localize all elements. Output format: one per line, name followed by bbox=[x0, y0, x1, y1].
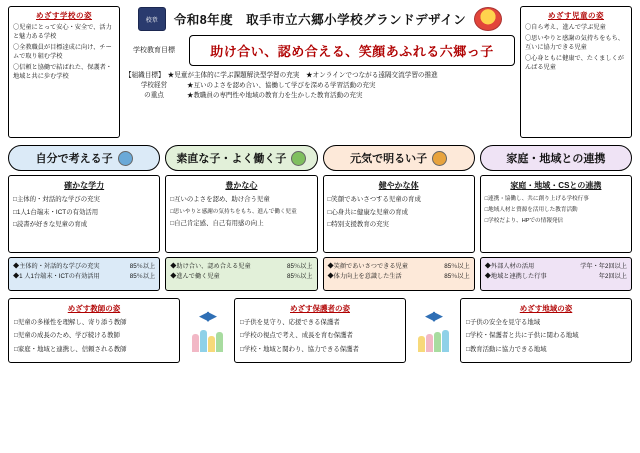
community-vision-box bbox=[460, 298, 632, 363]
student-vision-item: 〇自ら考え、進んで学ぶ児童 bbox=[525, 24, 606, 31]
guardian-vision-item: □子供を見守り、応援できる保護者 bbox=[240, 319, 340, 326]
school-vision-item: 〇信頼と協働で結ばれた、保護者・地域と共に歩む学校 bbox=[13, 63, 112, 80]
school-vision-item: 〇全教職員が目標達成に向け、チームで取り組む学校 bbox=[13, 43, 112, 60]
heart-box bbox=[165, 175, 317, 253]
target-value: 年2回以上 bbox=[598, 272, 627, 280]
teacher-vision-item: □家庭・地域と連携し、信頼される教師 bbox=[14, 345, 127, 353]
people-illustration-icon bbox=[192, 326, 223, 352]
target-text: ◆進んで働く児童 bbox=[170, 272, 220, 280]
guardian-vision-item: □学校の視点で考え、成長を育む保護者 bbox=[240, 332, 353, 340]
pillar-thinking bbox=[8, 145, 160, 171]
title-line bbox=[125, 6, 515, 32]
content-columns bbox=[8, 175, 632, 253]
academic-box bbox=[8, 175, 160, 253]
column-community bbox=[480, 175, 632, 253]
target-item bbox=[170, 262, 312, 272]
academic-targets bbox=[8, 257, 160, 291]
target-value: 85％以上 bbox=[444, 272, 470, 280]
pillar-header-row bbox=[8, 145, 632, 171]
community-box bbox=[480, 175, 632, 253]
management-focus-label-1: 学校経営 bbox=[140, 82, 168, 90]
target-value: 85％以上 bbox=[129, 272, 156, 280]
target-text: ◆外部人材の活用 bbox=[484, 263, 535, 270]
heart-item: □思いやりと感謝の気持ちをもち、進んで働く児童 bbox=[170, 208, 297, 215]
connector-left bbox=[184, 298, 230, 363]
target-text: ◆体力向上を意識した生活 bbox=[327, 272, 402, 280]
bottom-row bbox=[8, 298, 632, 363]
target-item bbox=[485, 262, 627, 272]
target-item bbox=[328, 272, 470, 282]
heart-targets bbox=[165, 257, 317, 291]
orange-circle-badge-icon bbox=[432, 151, 447, 166]
pillar-label: 素直な子・よく働く子 bbox=[176, 153, 287, 165]
page-title: 令和8年度 取手市立六郷小学校グランドデザイン bbox=[173, 13, 467, 27]
school-vision-item: 〇児童にとって安心・安全で、活力と魅力ある学校 bbox=[13, 24, 112, 40]
community-title: 家庭・地域・CSとの連携 bbox=[510, 181, 602, 190]
column-body bbox=[323, 175, 475, 253]
school-goal-box bbox=[189, 35, 515, 66]
school-vision-title: めざす学校の姿 bbox=[36, 11, 92, 20]
school-mascot-icon bbox=[474, 7, 502, 31]
target-value: 85％以上 bbox=[287, 272, 313, 280]
academic-title: 確かな学力 bbox=[64, 181, 105, 190]
community-vision-item: □教育活動に協力できる地域 bbox=[466, 345, 547, 353]
school-goal-row bbox=[125, 35, 515, 66]
teacher-vision-item: □児童の多様性を理解し、寄り添う教師 bbox=[14, 319, 127, 326]
guardian-vision-title: めざす保護者の姿 bbox=[290, 304, 350, 313]
teacher-vision-title: めざす教師の姿 bbox=[67, 304, 121, 313]
connector-right bbox=[410, 298, 456, 363]
organization-goal-first-line bbox=[125, 71, 515, 81]
academic-item: □読書が好きな児童の育成 bbox=[13, 221, 88, 229]
community-vision-item: □子供の安全を見守る地域 bbox=[466, 319, 541, 326]
teacher-vision-item: □児童の成長のため、学び続ける教師 bbox=[14, 332, 120, 340]
target-item bbox=[328, 262, 470, 272]
heart-item: □互いのよさを認め、助け合う児童 bbox=[170, 196, 270, 203]
pillar-label: 元気で明るい子 bbox=[350, 153, 428, 165]
community-vision-item: □学校・保護者と共に子供に関わる地域 bbox=[466, 332, 579, 340]
target-item bbox=[170, 272, 312, 282]
community-item: □学校だより、HPでの情報発信 bbox=[484, 218, 564, 225]
student-vision-item: 〇心身ともに健康で、たくましくがんばる児童 bbox=[525, 54, 624, 71]
guardian-vision-box bbox=[234, 298, 406, 363]
body-item: □心身共に健康な児童の育成 bbox=[327, 208, 409, 216]
school-vision-box bbox=[8, 6, 120, 138]
pillar-label: 自分で考える子 bbox=[35, 153, 113, 165]
organization-goal-label: 【組織目標】 bbox=[125, 72, 165, 79]
student-vision-box bbox=[520, 6, 632, 138]
student-vision-item: 〇思いやりと感謝の気持ちをもち、互いに協力できる児童 bbox=[525, 34, 624, 51]
management-focus-label-2: の重点 bbox=[144, 91, 164, 99]
management-focus-items bbox=[187, 81, 515, 101]
target-text: ◆助け合い、認め合える児童 bbox=[170, 263, 251, 270]
community-item: □地域人材と資源を活用した教育活動 bbox=[484, 207, 578, 214]
community-item: □連携・協働し、共に創り上げる学校行事 bbox=[484, 196, 589, 202]
people-illustration-icon bbox=[418, 326, 449, 352]
heart-title: 豊かな心 bbox=[225, 181, 258, 190]
academic-item: □主体的・対話的な学びの充実 bbox=[13, 196, 100, 203]
school-crest-icon: 校章 bbox=[138, 7, 166, 31]
column-heart bbox=[165, 175, 317, 253]
body-item: □笑顔であいさつする児童の育成 bbox=[327, 196, 421, 203]
target-item bbox=[13, 262, 155, 272]
target-text: ◆1 人1台端末・ICTの有効活用 bbox=[13, 272, 100, 280]
school-goal-label: 学校教育目標 bbox=[133, 46, 175, 54]
target-text: ◆主体的・対話的な学びの充実 bbox=[13, 263, 100, 270]
top-row bbox=[8, 6, 632, 138]
organization-goal-item: ★互いのよさを認め合い、協働して学びを深める学習活動の充実 bbox=[187, 81, 376, 89]
pillar-home-community bbox=[480, 145, 632, 171]
management-focus-label bbox=[125, 81, 183, 100]
target-row bbox=[8, 257, 632, 291]
body-box bbox=[323, 175, 475, 253]
body-title: 健やかな体 bbox=[378, 181, 419, 190]
pillar-label: 家庭・地域との連携 bbox=[506, 153, 606, 165]
blue-circle-badge-icon bbox=[118, 151, 133, 166]
target-value: 85％以上 bbox=[287, 263, 313, 270]
double-arrow-icon: ◀▶ bbox=[425, 308, 441, 324]
target-text: ◆地域と連携した行事 bbox=[484, 272, 547, 280]
column-academic bbox=[8, 175, 160, 253]
organization-goal-item: ★児童が主体的に学ぶ課題解決型学習の充実 ★オンラインでつながる遠隔交流学習の推進 bbox=[167, 72, 438, 79]
target-item bbox=[13, 272, 155, 282]
academic-item: □1人1台端末・ICTの有効活用 bbox=[13, 208, 99, 216]
pillar-healthy-cheerful bbox=[323, 145, 475, 171]
school-goal-text: 助け合い、認め合える、笑顔あふれる六郷っ子 bbox=[210, 44, 494, 59]
pillar-honest-hardworking bbox=[165, 145, 317, 171]
heart-item: □自己肯定感、自己有用感の向上 bbox=[170, 219, 264, 227]
target-value: 85％以上 bbox=[129, 263, 156, 270]
community-targets bbox=[480, 257, 632, 291]
body-item: □特別支援教育の充実 bbox=[327, 221, 389, 229]
teacher-vision-box bbox=[8, 298, 180, 363]
target-value: 学年・年2回以上 bbox=[580, 263, 627, 270]
target-item bbox=[485, 272, 627, 282]
student-vision-title: めざす児童の姿 bbox=[548, 11, 604, 20]
double-arrow-icon: ◀▶ bbox=[199, 308, 215, 324]
organization-goal-rest bbox=[125, 81, 515, 101]
body-targets bbox=[323, 257, 475, 291]
target-value: 85％以上 bbox=[444, 263, 470, 270]
organization-goals bbox=[125, 71, 515, 101]
header-center bbox=[125, 6, 515, 101]
green-circle-badge-icon bbox=[291, 151, 306, 166]
guardian-vision-item: □学校・地域と関わり、協力できる保護者 bbox=[240, 345, 359, 353]
community-vision-title: めざす地域の姿 bbox=[519, 304, 573, 313]
target-text: ◆笑顔であいさつできる児童 bbox=[327, 263, 408, 270]
organization-goal-item: ★教職員の専門性や地域の教育力を生かした教育活動の充実 bbox=[187, 91, 363, 99]
